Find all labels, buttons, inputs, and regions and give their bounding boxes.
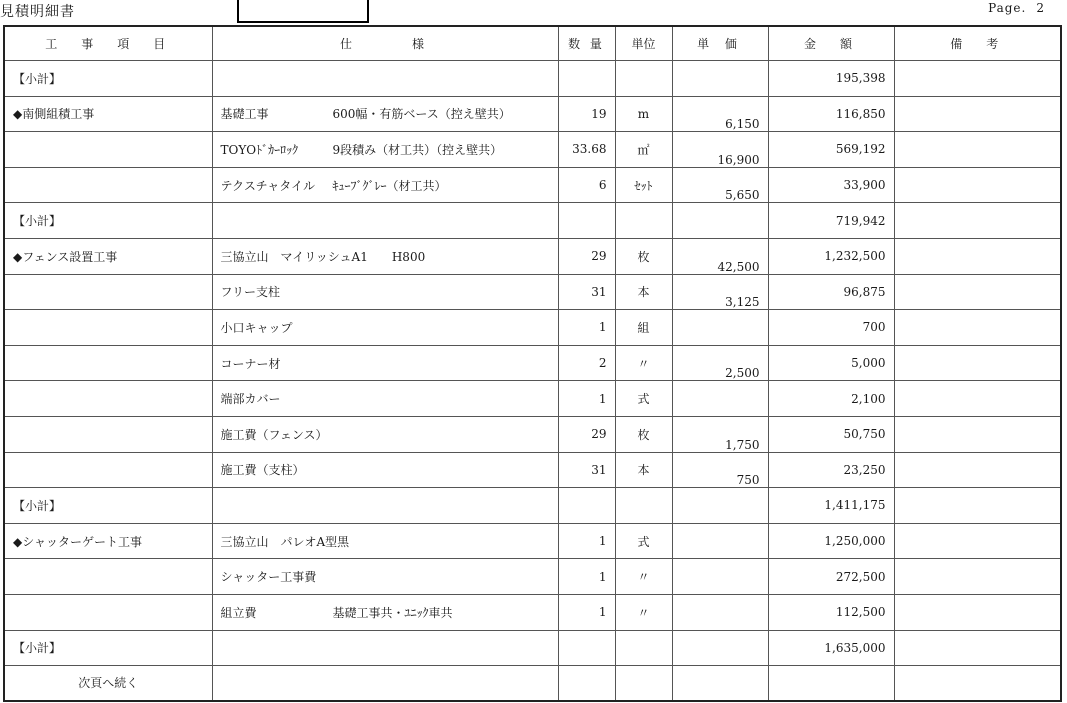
- note-cell: [894, 523, 1061, 559]
- unit-cell: 組: [615, 310, 672, 346]
- qty-cell: [558, 488, 615, 524]
- unit-cell: ｾｯﾄ: [615, 167, 672, 203]
- item-cell: ◆南側組積工事: [4, 96, 212, 132]
- redacted-box: [237, 0, 369, 23]
- spec-cell: [212, 132, 558, 168]
- qty-cell: 19: [558, 96, 615, 132]
- unit-cell: 〃: [615, 559, 672, 595]
- amount-cell: 50,750: [768, 416, 894, 452]
- spec-cell: [212, 167, 558, 203]
- spec-main: 小口キャップ: [220, 320, 293, 335]
- table-row: [4, 167, 1061, 203]
- amount-cell: 1,635,000: [768, 630, 894, 666]
- note-cell: [894, 310, 1061, 346]
- spec-main: 三協立山 パレオA型: [220, 534, 338, 549]
- amount-cell: 23,250: [768, 452, 894, 488]
- amount-cell: 195,398: [768, 61, 894, 97]
- amount-cell: 700: [768, 310, 894, 346]
- note-cell: [894, 345, 1061, 381]
- qty-cell: [558, 630, 615, 666]
- amount-cell: 96,875: [768, 274, 894, 310]
- spec-main: 基礎工事: [220, 107, 269, 122]
- note-cell: [894, 630, 1061, 666]
- qty-cell: 6: [558, 167, 615, 203]
- note-cell: [894, 132, 1061, 168]
- table-row: [4, 345, 1061, 381]
- note-cell: [894, 167, 1061, 203]
- qty-cell: [558, 61, 615, 97]
- item-cell: [4, 345, 212, 381]
- spec-main: テクスチャタイル: [220, 178, 316, 193]
- price-cell: 750: [672, 452, 768, 488]
- table-row: [4, 132, 1061, 168]
- price-cell: [672, 310, 768, 346]
- table-row: [4, 523, 1061, 559]
- col-header-spec: 仕 様: [212, 26, 558, 61]
- spec-cell: [212, 559, 558, 595]
- col-header-price: 単 価: [672, 26, 768, 61]
- item-cell: ◆フェンス設置工事: [4, 238, 212, 274]
- qty-cell: [558, 203, 615, 239]
- price-cell: 5,650: [672, 167, 768, 203]
- price-cell: [672, 61, 768, 97]
- spec-main: フリー支柱: [220, 285, 281, 300]
- spec-detail: 600幅・有筋ベース（控え壁共）: [332, 107, 511, 122]
- spec-detail: 基礎工事共・ﾕﾆｯｸ車共: [332, 605, 453, 620]
- spec-cell: [212, 96, 558, 132]
- spec-main: 施工費（支柱）: [220, 463, 305, 478]
- table-row: [4, 594, 1061, 630]
- table-row: [4, 310, 1061, 346]
- item-cell: 【小計】: [4, 61, 212, 97]
- table-row: [4, 61, 1061, 97]
- amount-cell: 116,850: [768, 96, 894, 132]
- spec-cell: [212, 416, 558, 452]
- continued-label: 次頁へ続く: [4, 666, 212, 701]
- table-row: [4, 559, 1061, 595]
- note-cell: [894, 203, 1061, 239]
- unit-cell: [615, 203, 672, 239]
- price-cell: 6,150: [672, 96, 768, 132]
- qty-cell: 1: [558, 523, 615, 559]
- amount-cell: 112,500: [768, 594, 894, 630]
- unit-cell: 本: [615, 274, 672, 310]
- item-cell: [4, 381, 212, 417]
- footer-row: [4, 666, 1061, 701]
- table-row: [4, 452, 1061, 488]
- table-row: [4, 381, 1061, 417]
- qty-cell: 1: [558, 381, 615, 417]
- item-cell: [4, 167, 212, 203]
- item-cell: 【小計】: [4, 203, 212, 239]
- spec-cell: [212, 630, 558, 666]
- item-cell: ◆シャッターゲート工事: [4, 523, 212, 559]
- spec-cell: [212, 238, 558, 274]
- note-cell: [894, 416, 1061, 452]
- spec-cell: [212, 61, 558, 97]
- col-header-item: 工 事 項 目: [4, 26, 212, 61]
- qty-cell: 33.68: [558, 132, 615, 168]
- spec-detail: 9段積み（材工共）（控え壁共）: [332, 142, 503, 157]
- qty-cell: 1: [558, 594, 615, 630]
- qty-cell: 2: [558, 345, 615, 381]
- unit-cell: 〃: [615, 345, 672, 381]
- unit-cell: 式: [615, 523, 672, 559]
- qty-cell: 31: [558, 274, 615, 310]
- price-cell: 3,125: [672, 274, 768, 310]
- document-title: 見積明細書: [0, 4, 75, 20]
- spec-cell: [212, 452, 558, 488]
- amount-cell: 1,411,175: [768, 488, 894, 524]
- qty-cell: 31: [558, 452, 615, 488]
- unit-cell: 式: [615, 381, 672, 417]
- amount-cell: 1,250,000: [768, 523, 894, 559]
- unit-cell: m: [615, 96, 672, 132]
- item-cell: [4, 310, 212, 346]
- qty-cell: 29: [558, 416, 615, 452]
- price-cell: 42,500: [672, 238, 768, 274]
- table-row: [4, 416, 1061, 452]
- qty-cell: 29: [558, 238, 615, 274]
- unit-cell: 本: [615, 452, 672, 488]
- spec-cell: [212, 488, 558, 524]
- spec-main: コーナー材: [220, 356, 281, 371]
- amount-cell: 2,100: [768, 381, 894, 417]
- table-row: [4, 630, 1061, 666]
- price-cell: [672, 523, 768, 559]
- item-cell: [4, 274, 212, 310]
- price-cell: [672, 559, 768, 595]
- col-header-qty: 数 量: [558, 26, 615, 61]
- spec-cell: [212, 274, 558, 310]
- header-row: [4, 26, 1061, 61]
- item-cell: [4, 452, 212, 488]
- unit-cell: 枚: [615, 416, 672, 452]
- spec-cell: [212, 345, 558, 381]
- amount-cell: 33,900: [768, 167, 894, 203]
- item-cell: 【小計】: [4, 488, 212, 524]
- spec-detail: 黒: [337, 534, 350, 549]
- spec-main: TOYOﾄﾞｶｰﾛｯｸ: [220, 142, 299, 157]
- spec-main: 三協立山 マイリッシュA1: [220, 249, 368, 264]
- item-cell: [4, 559, 212, 595]
- item-cell: 【小計】: [4, 630, 212, 666]
- table-row: [4, 488, 1061, 524]
- amount-cell: 5,000: [768, 345, 894, 381]
- estimate-detail-table: [3, 25, 1062, 702]
- spec-main: 端部カバー: [220, 392, 281, 407]
- spec-cell: [212, 523, 558, 559]
- col-header-note: 備 考: [894, 26, 1061, 61]
- price-cell: 2,500: [672, 345, 768, 381]
- amount-cell: 569,192: [768, 132, 894, 168]
- unit-cell: 枚: [615, 238, 672, 274]
- amount-cell: 1,232,500: [768, 238, 894, 274]
- note-cell: [894, 238, 1061, 274]
- item-cell: [4, 594, 212, 630]
- note-cell: [894, 381, 1061, 417]
- amount-cell: 272,500: [768, 559, 894, 595]
- spec-cell: [212, 203, 558, 239]
- unit-cell: [615, 61, 672, 97]
- spec-cell: [212, 310, 558, 346]
- table-row: [4, 96, 1061, 132]
- spec-detail: H800: [367, 249, 426, 264]
- spec-main: 組立費: [220, 605, 257, 620]
- col-header-unit: 単位: [615, 26, 672, 61]
- page-label: Page.: [988, 1, 1027, 15]
- spec-detail: ｷｭｰﾌﾞｸﾞﾚｰ（材工共）: [332, 178, 447, 193]
- item-cell: [4, 132, 212, 168]
- col-header-amount: 金 額: [768, 26, 894, 61]
- price-cell: 1,750: [672, 416, 768, 452]
- note-cell: [894, 61, 1061, 97]
- spec-cell: [212, 594, 558, 630]
- spec-main: 施工費（フェンス）: [220, 427, 328, 442]
- qty-cell: 1: [558, 310, 615, 346]
- price-cell: [672, 488, 768, 524]
- unit-cell: [615, 630, 672, 666]
- spec-cell: [212, 381, 558, 417]
- unit-cell: [615, 488, 672, 524]
- price-cell: [672, 381, 768, 417]
- table-row: [4, 203, 1061, 239]
- note-cell: [894, 488, 1061, 524]
- qty-cell: 1: [558, 559, 615, 595]
- note-cell: [894, 594, 1061, 630]
- price-cell: [672, 630, 768, 666]
- spec-main: シャッター工事費: [220, 570, 317, 585]
- note-cell: [894, 274, 1061, 310]
- price-cell: [672, 203, 768, 239]
- price-cell: 16,900: [672, 132, 768, 168]
- page-indicator: [978, 1, 1045, 15]
- price-cell: [672, 594, 768, 630]
- note-cell: [894, 96, 1061, 132]
- item-cell: [4, 416, 212, 452]
- unit-cell: ㎡: [615, 132, 672, 168]
- note-cell: [894, 452, 1061, 488]
- table-row: [4, 274, 1061, 310]
- amount-cell: 719,942: [768, 203, 894, 239]
- note-cell: [894, 559, 1061, 595]
- table-row: [4, 238, 1061, 274]
- unit-cell: 〃: [615, 594, 672, 630]
- page-number: 2: [1036, 1, 1045, 15]
